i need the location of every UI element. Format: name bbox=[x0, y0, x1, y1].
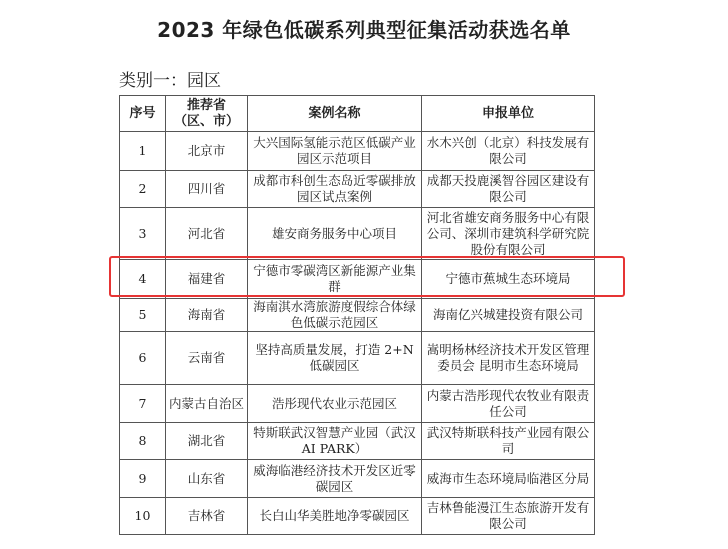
cell-no: 4 bbox=[120, 260, 166, 299]
cell-province: 北京市 bbox=[166, 132, 248, 171]
cell-province: 云南省 bbox=[166, 332, 248, 385]
table-row bbox=[120, 332, 595, 385]
cell-no: 5 bbox=[120, 299, 166, 332]
header-province: 推荐省 （区、市） bbox=[166, 96, 248, 132]
cell-unit: 水木兴创（北京）科技发展有限公司 bbox=[422, 132, 595, 171]
cell-case: 特斯联武汉智慧产业园（武汉 AI PARK） bbox=[248, 423, 422, 460]
category-heading: 类别一：园区 bbox=[119, 71, 221, 91]
cell-no: 9 bbox=[120, 460, 166, 498]
cell-case: 成都市科创生态岛近零碳排放园区试点案例 bbox=[248, 171, 422, 208]
header-unit: 申报单位 bbox=[422, 96, 595, 132]
cell-province: 福建省 bbox=[166, 260, 248, 299]
cell-unit: 河北省雄安商务服务中心有限公司、深圳市建筑科学研究院股份有限公司 bbox=[422, 208, 595, 260]
cell-no: 6 bbox=[120, 332, 166, 385]
cell-case: 坚持高质量发展，打造 2+N 低碳园区 bbox=[248, 332, 422, 385]
table-row bbox=[120, 498, 595, 535]
table-row bbox=[120, 132, 595, 171]
cell-case: 长白山华美胜地净零碳园区 bbox=[248, 498, 422, 535]
table-row-highlighted bbox=[120, 260, 595, 299]
table-row bbox=[120, 423, 595, 460]
cell-province: 吉林省 bbox=[166, 498, 248, 535]
cell-no: 1 bbox=[120, 132, 166, 171]
cell-province: 湖北省 bbox=[166, 423, 248, 460]
cell-no: 10 bbox=[120, 498, 166, 535]
cell-case: 宁德市零碳湾区新能源产业集群 bbox=[248, 260, 422, 299]
table-row bbox=[120, 385, 595, 423]
cell-no: 3 bbox=[120, 208, 166, 260]
header-case: 案例名称 bbox=[248, 96, 422, 132]
cell-unit: 海南亿兴城建投资有限公司 bbox=[422, 299, 595, 332]
cell-unit: 成都天投鹿溪智谷园区建设有限公司 bbox=[422, 171, 595, 208]
table-header-row bbox=[120, 96, 595, 132]
cell-unit: 内蒙古浩彤现代农牧业有限责任公司 bbox=[422, 385, 595, 423]
cell-no: 2 bbox=[120, 171, 166, 208]
cell-province: 内蒙古自治区 bbox=[166, 385, 248, 423]
cell-province: 海南省 bbox=[166, 299, 248, 332]
cell-unit: 嵩明杨林经济技术开发区管理委员会 昆明市生态环境局 bbox=[422, 332, 595, 385]
cell-case: 海南淇水湾旅游度假综合体绿色低碳示范园区 bbox=[248, 299, 422, 332]
header-no: 序号 bbox=[120, 96, 166, 132]
winners-table bbox=[119, 95, 595, 535]
cell-unit: 宁德市蕉城生态环境局 bbox=[422, 260, 595, 299]
cell-case: 浩彤现代农业示范园区 bbox=[248, 385, 422, 423]
cell-case: 大兴国际氢能示范区低碳产业园区示范项目 bbox=[248, 132, 422, 171]
cell-case: 威海临港经济技术开发区近零碳园区 bbox=[248, 460, 422, 498]
cell-province: 山东省 bbox=[166, 460, 248, 498]
cell-unit: 武汉特斯联科技产业园有限公司 bbox=[422, 423, 595, 460]
table-row bbox=[120, 460, 595, 498]
cell-no: 7 bbox=[120, 385, 166, 423]
table-row bbox=[120, 208, 595, 260]
table-row bbox=[120, 171, 595, 208]
document-title: 2023 年绿色低碳系列典型征集活动获选名单 bbox=[157, 18, 571, 42]
cell-province: 四川省 bbox=[166, 171, 248, 208]
cell-province: 河北省 bbox=[166, 208, 248, 260]
cell-unit: 吉林鲁能漫江生态旅游开发有限公司 bbox=[422, 498, 595, 535]
cell-no: 8 bbox=[120, 423, 166, 460]
cell-case: 雄安商务服务中心项目 bbox=[248, 208, 422, 260]
table-row bbox=[120, 299, 595, 332]
cell-unit: 威海市生态环境局临港区分局 bbox=[422, 460, 595, 498]
